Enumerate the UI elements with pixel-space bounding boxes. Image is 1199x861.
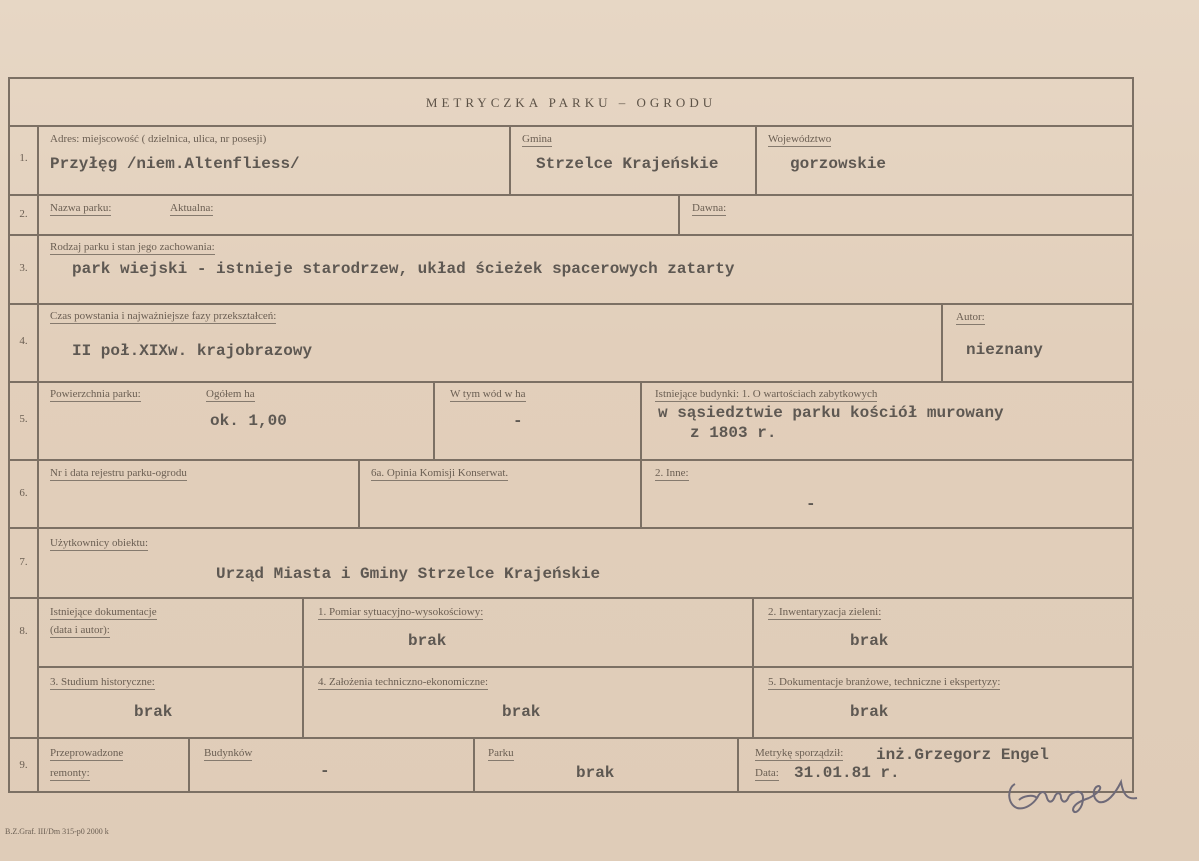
rule-r9-b	[473, 737, 475, 791]
author-value: nieznany	[966, 341, 1043, 359]
rule-r2-a	[678, 194, 680, 234]
branch-docs-value: brak	[850, 703, 889, 721]
buildings-renovation-label: Budynków	[204, 747, 253, 759]
rule-r8-a	[302, 597, 304, 737]
rule-row3-top	[10, 234, 1132, 236]
users-label: Użytkownicy obiektu:	[50, 537, 149, 549]
other-value: -	[806, 495, 816, 513]
row-number-2: 2.	[19, 208, 28, 220]
park-type-label: Rodzaj parku i stan jego zachowania:	[50, 241, 215, 253]
technical-economic-value: brak	[502, 703, 541, 721]
prepared-by-label: Metrykę sporządził:	[755, 747, 844, 759]
row-number-8: 8.	[19, 625, 28, 637]
row-number-9: 9.	[19, 759, 28, 771]
rule-r5-a	[433, 381, 435, 459]
technical-economic-label: 4. Założenia techniczno-ekonomiczne:	[318, 676, 489, 688]
rule-row1-top	[10, 125, 1132, 127]
creation-time-value: II poł.XIXw. krajobrazowy	[72, 342, 313, 360]
rule-row2-top	[10, 194, 1132, 196]
rule-row6-top	[10, 459, 1132, 461]
water-area-label: W tym wód w ha	[450, 388, 526, 400]
rule-row8-top	[10, 597, 1132, 599]
date-label: Data:	[755, 767, 779, 779]
row-number-3: 3.	[19, 262, 28, 274]
row-number-1: 1.	[19, 152, 28, 164]
rule-r8-b	[752, 597, 754, 737]
commune-value: Strzelce Krajeńskie	[536, 155, 719, 173]
rule-row4-top	[10, 303, 1132, 305]
survey-value: brak	[408, 632, 447, 650]
historical-study-label: 3. Studium historyczne:	[50, 676, 155, 688]
buildings-value-line2: z 1803 r.	[690, 424, 777, 442]
buildings-label: Istniejące budynki: 1. O wartościach zabytkowych	[655, 388, 878, 400]
documentation-label-line2: (data i autor):	[50, 624, 110, 636]
form-title: METRYCZKA PARKU – OGRODU	[425, 95, 717, 110]
former-name-label: Dawna:	[692, 202, 727, 214]
park-renovation-label: Parku	[488, 747, 514, 759]
rule-r9-a	[188, 737, 190, 791]
rule-r6-a	[358, 459, 360, 527]
park-type-value: park wiejski - istnieje starodrzew, układ ścieżek spacerowych zatarty	[72, 260, 735, 278]
rule-r1-a	[509, 125, 511, 194]
date-value: 31.01.81 r.	[794, 764, 900, 782]
buildings-value-line1: w sąsiedztwie parku kościół murowany	[658, 404, 1004, 422]
voivodeship-value: gorzowskie	[790, 155, 887, 173]
engel-signature	[1003, 764, 1153, 824]
creation-time-label: Czas powstania i najważniejsze fazy przekształceń:	[50, 310, 277, 322]
park-record-form	[8, 77, 1134, 793]
greenery-inventory-label: 2. Inwentaryzacja zieleni:	[768, 606, 882, 618]
row-number-6: 6.	[19, 487, 28, 499]
voivodeship-label: Województwo	[768, 133, 832, 145]
water-area-value: -	[513, 412, 523, 430]
conservator-opinion-label: 6a. Opinia Komisji Konserwat.	[371, 467, 509, 479]
rule-r6-b	[640, 459, 642, 527]
greenery-inventory-value: brak	[850, 632, 889, 650]
buildings-renovation-value: -	[320, 762, 330, 780]
registry-label: Nr i data rejestru parku-ogrodu	[50, 467, 187, 479]
rule-r9-c	[737, 737, 739, 791]
prepared-by-value: inż.Grzegorz Engel	[876, 746, 1049, 764]
rule-row5-top	[10, 381, 1132, 383]
current-name-label: Aktualna:	[170, 202, 214, 214]
other-label: 2. Inne:	[655, 467, 689, 479]
park-name-label: Nazwa parku:	[50, 202, 112, 214]
rule-r4-a	[941, 303, 943, 381]
area-label: Powierzchnia parku:	[50, 388, 141, 400]
print-footer: B.Z.Graf. III/Dm 315-p0 2000 k	[5, 827, 109, 836]
rule-row7-top	[10, 527, 1132, 529]
rule-number-column	[37, 125, 39, 791]
historical-study-value: brak	[134, 703, 173, 721]
rule-row8-mid	[37, 666, 1132, 668]
commune-label: Gmina	[522, 133, 552, 145]
row-number-4: 4.	[19, 335, 28, 347]
renovations-label-line1: Przeprowadzone	[50, 747, 124, 759]
total-area-label: Ogółem ha	[206, 388, 255, 400]
total-area-value: ok. 1,00	[210, 412, 287, 430]
row-number-5: 5.	[19, 413, 28, 425]
branch-docs-label: 5. Dokumentacje branżowe, techniczne i ekspertyzy:	[768, 676, 1001, 688]
address-value: Przyłęg /niem.Altenfliess/	[50, 155, 300, 173]
rule-row9-top	[10, 737, 1132, 739]
documentation-label-line1: Istniejące dokumentacje	[50, 606, 157, 618]
rule-r1-b	[755, 125, 757, 194]
park-renovation-value: brak	[576, 764, 615, 782]
address-label: Adres: miejscowość ( dzielnica, ulica, nr posesji)	[50, 133, 267, 145]
survey-label: 1. Pomiar sytuacyjno-wysokościowy:	[318, 606, 484, 618]
renovations-label-line2: remonty:	[50, 767, 90, 779]
row-number-7: 7.	[19, 556, 28, 568]
users-value: Urząd Miasta i Gminy Strzelce Krajeńskie	[216, 565, 601, 583]
rule-r5-b	[640, 381, 642, 459]
author-label: Autor:	[956, 311, 985, 323]
